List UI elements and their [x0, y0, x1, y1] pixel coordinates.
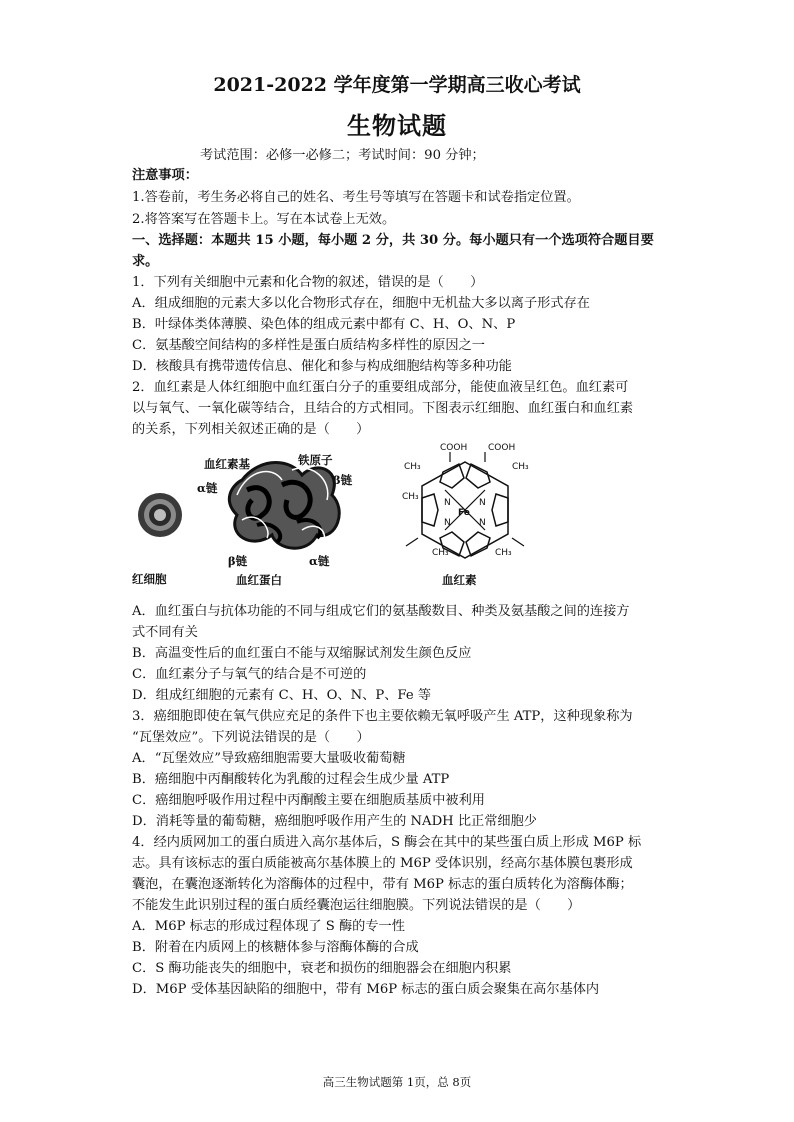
label-ch3: CH₃ [495, 548, 512, 558]
page-footer: 高三生物试题第 1页，总 8页 [322, 1075, 472, 1089]
label-fe: Fe [458, 508, 470, 518]
question-stem: 的关系，下列相关叙述正确的是（ ） [132, 422, 370, 437]
question-option: C．癌细胞呼吸作用过程中丙酮酸主要在细胞质基质中被利用 [132, 793, 485, 808]
exam-info: 考试范围：必修一必修二；考试时间：90 分钟； [200, 148, 485, 163]
question-option: B．附着在内质网上的核糖体参与溶酶体酶的合成 [132, 940, 419, 955]
label-heme-group: 血红素基 [204, 457, 250, 471]
question-stem: 志。具有该标志的蛋白质能被高尔基体膜上的 M6P 受体识别，经高尔基体膜包裹形成 [132, 856, 633, 871]
label-beta-chain-top: β链 [333, 473, 353, 487]
label-n: N [444, 498, 451, 508]
question-option: B．高温变性后的血红蛋白不能与双缩脲试剂发生颜色反应 [132, 646, 472, 661]
section-heading-cont: 求。 [132, 254, 159, 269]
label-beta-chain-bottom: β链 [228, 554, 248, 568]
label-ch3: CH₃ [512, 462, 529, 472]
label-cooh-right: COOH [488, 443, 516, 453]
label-heme: 血红素 [442, 573, 477, 587]
question-stem: 4．经内质网加工的蛋白质进入高尔基体后，S 酶会在其中的某些蛋白质上形成 M6P 标 [132, 835, 642, 850]
question-option: D．组成红细胞的元素有 C、H、O、N、P、Fe 等 [132, 688, 432, 703]
note-item: 2.将答案写在答题卡上。写在本试卷上无效。 [132, 212, 396, 227]
note-item: 1.答卷前，考生务必将自己的姓名、考生号等填写在答题卡和试卷指定位置。 [132, 190, 580, 205]
red-blood-cell-image [135, 490, 185, 540]
exam-title: 2021-2022 学年度第一学期高三收心考试 [213, 74, 581, 96]
label-ch3: CH₃ [404, 462, 421, 472]
question-option: C．氨基酸空间结构的多样性是蛋白质结构多样性的原因之一 [132, 338, 485, 353]
question-option-cont: 式不同有关 [132, 625, 198, 640]
question-option: D．M6P 受体基因缺陷的细胞中，带有 M6P 标志的蛋白质会聚集在高尔基体内 [132, 982, 600, 997]
question-option: A．组成细胞的元素大多以化合物形式存在，细胞中无机盐大多以离子形式存在 [132, 296, 590, 311]
section-heading: 一、选择题：本题共 15 小题，每小题 2 分，共 30 分。每小题只有一个选项符合题目要 [132, 233, 654, 248]
question-stem: 1．下列有关细胞中元素和化合物的叙述，错误的是（ ） [132, 275, 484, 290]
question-stem: 2．血红素是人体红细胞中血红蛋白分子的重要组成部分，能使血液呈红色。血红素可 [132, 380, 629, 395]
label-ch3: CH₃ [432, 548, 449, 558]
question-option: A．“瓦堡效应”导致癌细胞需要大量吸收葡萄糖 [132, 751, 406, 766]
question-stem: 不能发生此识别过程的蛋白质经囊泡运往细胞膜。下列说法错误的是（ ） [132, 898, 581, 913]
label-iron-atom: 铁原子 [298, 453, 333, 467]
label-cooh-left: COOH [440, 443, 468, 453]
question-option: C．血红素分子与氧气的结合是不可逆的 [132, 667, 367, 682]
label-n: N [479, 518, 486, 528]
label-n: N [444, 518, 451, 528]
question-option: C．S 酶功能丧失的细胞中，衰老和损伤的细胞器会在细胞内积累 [132, 961, 512, 976]
notes-heading: 注意事项： [132, 168, 198, 183]
label-alpha-chain-top: α链 [197, 481, 218, 495]
question-stem: “瓦堡效应”。下列说法错误的是（ ） [132, 730, 370, 745]
question-option: A．M6P 标志的形成过程体现了 S 酶的专一性 [132, 919, 405, 934]
question-option: B．癌细胞中丙酮酸转化为乳酸的过程会生成少量 ATP [132, 772, 450, 787]
question-stem: 囊泡，在囊泡逐渐转化为溶酶体的过程中，带有 M6P 标志的蛋白质转化为溶酶体酶； [132, 877, 633, 892]
question-stem: 以与氧气、一氧化碳等结合，且结合的方式相同。下图表示红细胞、血红蛋白和血红素 [132, 401, 634, 416]
question-option: D．核酸具有携带遗传信息、催化和参与构成细胞结构等多种功能 [132, 359, 512, 374]
exam-subtitle: 生物试题 [347, 111, 447, 140]
label-ch3: CH₃ [402, 492, 419, 502]
question-stem: 3．癌细胞即使在氧气供应充足的条件下也主要依赖无氧呼吸产生 ATP，这种现象称为 [132, 709, 633, 724]
question-option: B．叶绿体类体薄膜、染色体的组成元素中都有 C、H、O、N、P [132, 317, 516, 332]
question-option: A．血红蛋白与抗体功能的不同与组成它们的氨基酸数目、种类及氨基酸之间的连接方 [132, 604, 630, 619]
label-hemoglobin: 血红蛋白 [236, 573, 282, 587]
label-red-blood-cell: 红细胞 [132, 572, 167, 586]
label-n: N [479, 498, 486, 508]
label-alpha-chain-bottom: α链 [309, 554, 330, 568]
question-option: D．消耗等量的葡萄糖，癌细胞呼吸作用产生的 NADH 比正常细胞少 [132, 814, 537, 829]
